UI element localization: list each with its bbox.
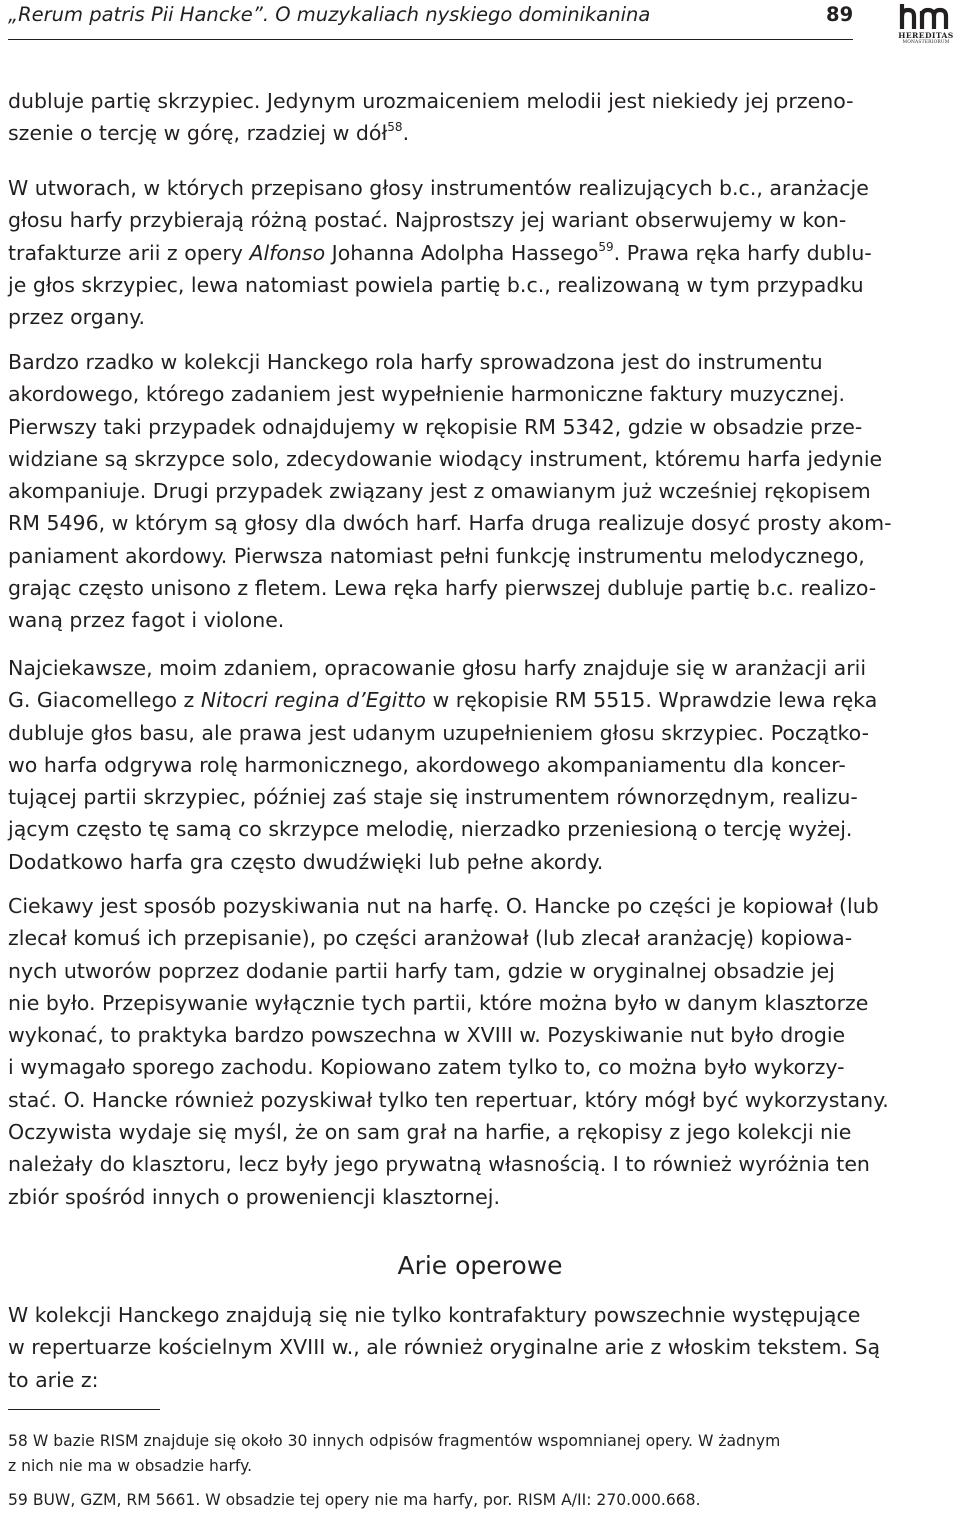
footnote-rule xyxy=(8,1409,160,1410)
text-run: Najciekawsze, moim zdaniem, opracowanie głosu harfy znajduje się w aranżacji arii G. Giacomellego z xyxy=(8,656,867,713)
hm-monogram-icon xyxy=(897,3,955,31)
text-run: . xyxy=(402,121,410,146)
paragraph: Bardzo rzadko w kolekcji Hanckego rola harfy sprowadzona jest do instrumentu akordowego, którego zadaniem jest wypełnienie harmoniczne faktury muzycznej. Pierwszy taki przypadek odnajdujemy w rękopisie RM 5342, gdzie w obsadzie prze- widziane są skrzypce solo, zdecydowanie wiodący instrument, któremu harfa jedynie akompaniuje. Drugi przypadek związany jest z omawianym już wcześniej rękopisem RM 5496, w którym są głosy dla dwóch harf. Harfa druga realizuje dosyć prosty akom- paniament akordowy. Pierwsza natomiast pełni funkcję instrumentu melodycznego, grając często unisono z fletem. Lewa ręka harfy pierwszej dubluje partię b.c. realizo- waną przez fagot i violone. xyxy=(8,350,892,633)
running-head: „Rerum patris Pii Hancke”. O muzykaliach nyskiego dominikanina xyxy=(8,3,651,26)
footnote-number: 59 xyxy=(8,1491,28,1509)
logo-name: HEREDITAS xyxy=(898,31,954,40)
header-rule xyxy=(8,39,853,40)
text-run: Johanna Adolpha Hassego xyxy=(325,240,599,265)
text-run: w rękopisie RM 5515. Wprawdzie lewa ręka dubluje głos basu, ale prawa jest udanym uzupełnieniem głosu skrzypiec. Początko- wo harfa odgrywa rolę harmonicznego, akordowego akompaniamentu dla koncer- tującej partii skrzypiec, później zaś staje się instrumentem równorzędnym, realizu- jącym często tę samą co skrzypce melodię, nierzadko przeniesioną o tercję wyżej. Dodatkowo harfa gra często dwudźwięki lub pełne akordy. xyxy=(8,688,878,874)
paragraph: Ciekawy jest sposób pozyskiwania nut na harfę. O. Hancke po części je kopiował (lub zlecał komuś ich przepisanie), po części aranżował (lub zlecał aranżację) kopiowa- nych utworów poprzez dodanie partii harfy tam, gdzie w oryginalnej obsadzie jej nie było. Przepisywanie wyłącznie tych partii, które można było w danym klasztorze wykonać, to praktyka bardzo powszechna w XVIII w. Pozyskiwanie nut było drogie i wymagało sporego zachodu. Kopiowano zatem tylko to, co można było wykorzy- stać. O. Hancke również pozyskiwał tylko ten repertuar, który mógł być wykorzystany. Oczywista wydaje się myśl, że on sam grał na harfie, a rękopisy z jego kolekcji nie należały do klasztoru, lecz były jego prywatną własnością. I to również wyróżnia ten zbiór spośród innych o proweniencji klasztornej. xyxy=(8,894,889,1209)
footnote-number: 58 xyxy=(8,1432,28,1450)
text-run: W utworach, w których przepisano głosy instrumentów realizujących b.c., aranżacje głosu harfy przybierają różną postać. Najprostszy jej wariant obserwujemy w kon- trafakturze arii z opery xyxy=(8,176,869,265)
paragraph xyxy=(8,652,952,878)
footnote xyxy=(8,1429,952,1479)
paragraph xyxy=(8,85,952,150)
footnote-text: BUW, GZM, RM 5661. W obsadzie tej opery nie ma harfy, por. RISM A/II: 270.000.668. xyxy=(32,1491,701,1509)
footnote-text: W bazie RISM znajduje się około 30 innych odpisów fragmentów wspomnianej opery. W żadnym z nich nie ma w obsadzie harfy. xyxy=(8,1432,781,1475)
footnote-ref: 59 xyxy=(598,239,614,254)
paragraph: W kolekcji Hanckego znajdują się nie tylko kontrafaktury powszechnie występujące w repertuarze kościelnym XVIII w., ale również oryginalne arie z włoskim tekstem. Są to arie z: xyxy=(8,1303,881,1392)
section-heading: Arie operowe xyxy=(397,1251,563,1280)
publisher-logo xyxy=(897,3,955,49)
text-run: . Prawa ręka harfy dublu- je głos skrzypiec, lewa natomiast powiela partię b.c., realizowaną w tym przypadku przez organy. xyxy=(8,240,872,330)
page-number: 89 xyxy=(826,3,854,26)
footnote xyxy=(8,1488,952,1513)
logo-subtitle: MONASTERIORUM xyxy=(902,40,950,45)
text-run: dubluje partię skrzypiec. Jedynym urozmaiceniem melodii jest niekiedy jej przeno- szenie o tercję w górę, rzadziej w dół xyxy=(8,89,854,146)
work-title: Alfonso xyxy=(249,240,326,265)
work-title: Nitocri regina d’Egitto xyxy=(200,688,426,713)
paragraph xyxy=(8,172,952,333)
footnote-ref: 58 xyxy=(387,120,403,135)
